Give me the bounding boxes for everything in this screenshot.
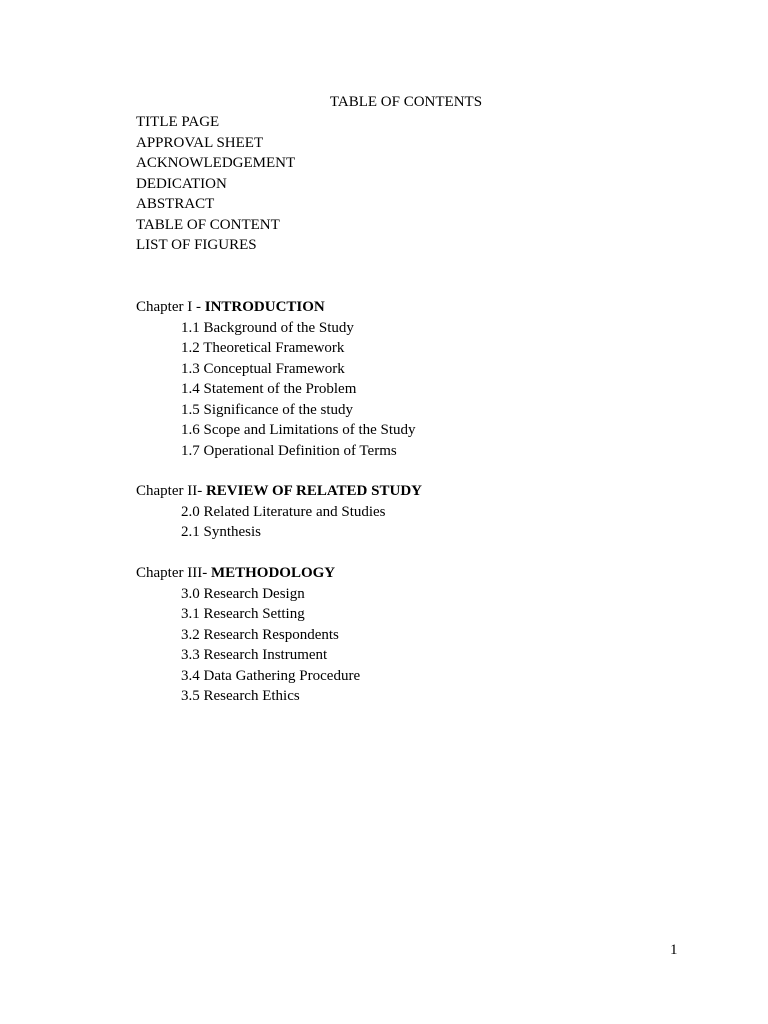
chapter-prefix: Chapter I -	[136, 299, 205, 315]
section-item: 3.1 Research Setting	[181, 606, 305, 622]
section-item: 3.5 Research Ethics	[181, 688, 300, 704]
page-number: 1	[670, 942, 678, 958]
section-item: 3.2 Research Respondents	[181, 626, 339, 643]
chapter-heading	[136, 481, 422, 502]
section-item: 2.1 Synthesis	[181, 524, 262, 540]
section-item: 1.5 Significance of the study	[181, 401, 354, 418]
section-item: 1.2 Theoretical Framework	[181, 340, 345, 356]
section-item: 3.3 Research Instrument	[181, 647, 328, 663]
section-item: 3.4 Data Gathering Procedure	[181, 667, 361, 684]
front-matter-item: LIST OF FIGURES	[136, 237, 257, 253]
front-matter-item: ACKNOWLEDGEMENT	[136, 155, 296, 171]
chapter-1-section	[136, 297, 416, 461]
front-matter-item: DEDICATION	[136, 175, 227, 192]
section-item: 1.1 Background of the Study	[181, 319, 354, 336]
section-item: 1.3 Conceptual Framework	[181, 360, 345, 377]
front-matter-item: TITLE PAGE	[136, 114, 220, 130]
chapter-3-section	[136, 563, 360, 707]
front-matter-item: TABLE OF CONTENT	[136, 216, 280, 233]
front-matter-item: APPROVAL SHEET	[136, 134, 264, 151]
chapter-prefix: Chapter III-	[136, 565, 211, 581]
chapter-title: REVIEW OF RELATED STUDY	[205, 483, 422, 499]
chapter-title: METHODOLOGY	[210, 565, 336, 581]
section-item: 1.6 Scope and Limitations of the Study	[181, 422, 416, 438]
section-item: 1.4 Statement of the Problem	[181, 381, 357, 397]
page-title: TABLE OF CONTENTS	[329, 94, 483, 110]
chapter-2-section	[136, 481, 422, 543]
front-matter-list	[136, 112, 295, 256]
chapter-heading	[136, 563, 360, 584]
chapter-prefix: Chapter II-	[136, 483, 206, 499]
chapter-title: INTRODUCTION	[204, 299, 325, 315]
front-matter-item: ABSTRACT	[136, 196, 215, 212]
section-item: 2.0 Related Literature and Studies	[181, 503, 386, 520]
section-item: 3.0 Research Design	[181, 585, 305, 602]
section-item: 1.7 Operational Definition of Terms	[181, 442, 397, 459]
chapter-heading	[136, 297, 416, 318]
